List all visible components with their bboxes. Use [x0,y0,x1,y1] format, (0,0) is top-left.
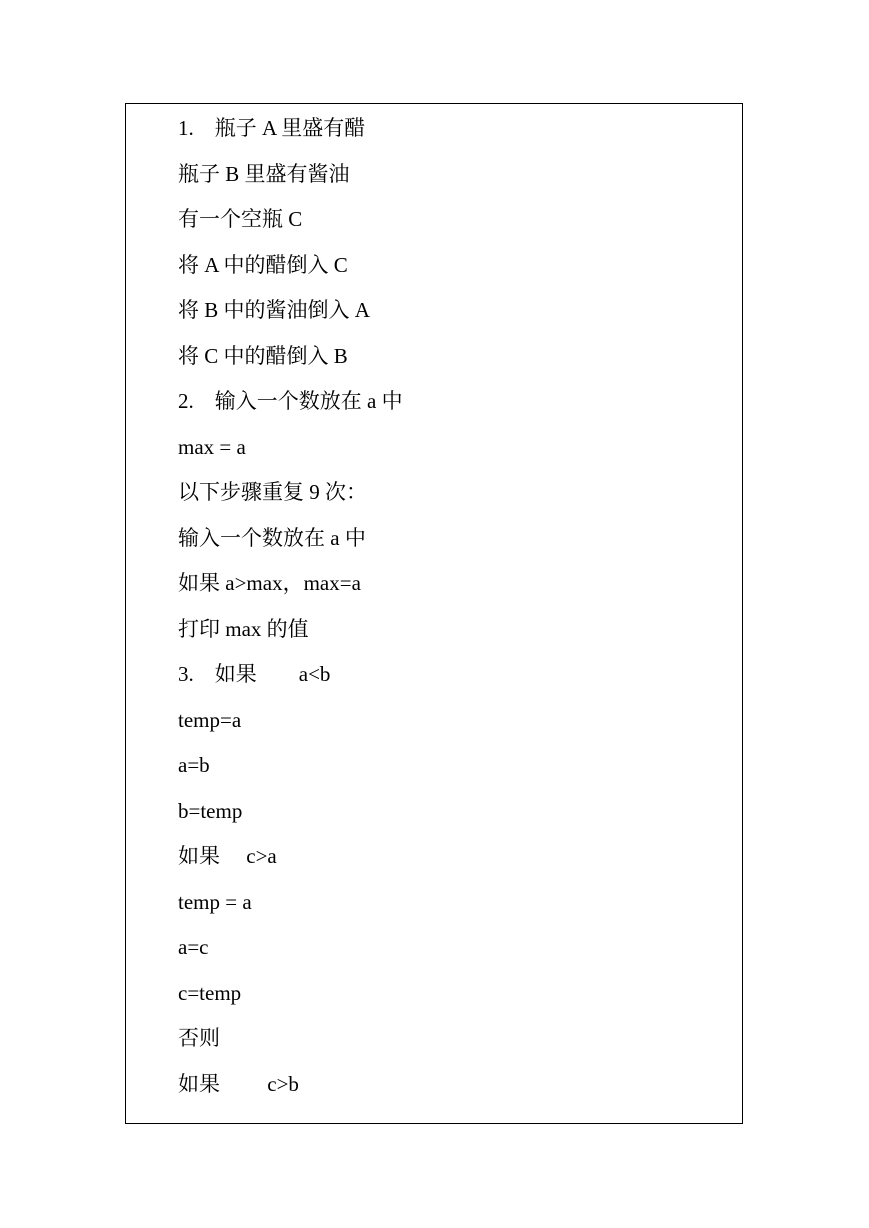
text-line: temp = a [178,889,252,914]
text-line: max = a [178,434,246,459]
text-line: b=temp [178,798,243,823]
text-line: temp=a [178,707,242,732]
text-line: a=c [178,935,209,959]
text-line: a=b [178,753,210,777]
text-line: 打印 max 的值 [178,616,309,641]
text-line: 3. 如果 a<b [178,662,331,686]
text-line: 有一个空瓶 C [178,207,303,231]
text-line: 如果 c>a [178,844,277,868]
text-line: 1. 瓶子 A 里盛有醋 [178,116,366,140]
text-line: 将 C 中的醋倒入 B [178,343,348,368]
text-line: 将 A 中的醋倒入 C [178,252,348,277]
text-line: 输入一个数放在 a 中 [178,525,366,550]
text-line: c=temp [178,980,242,1005]
text-line: 瓶子 B 里盛有酱油 [178,161,350,186]
text-lines [178,110,403,1111]
text-line: 2. 输入一个数放在 a 中 [178,389,403,413]
text-line: 将 B 中的酱油倒入 A [178,298,370,322]
text-line: 否则 [178,1026,220,1050]
text-line: 如果 c>b [178,1071,299,1096]
text-line: 如果 a>max，max=a [178,571,361,595]
text-line: 以下步骤重复 9 次： [178,480,367,504]
